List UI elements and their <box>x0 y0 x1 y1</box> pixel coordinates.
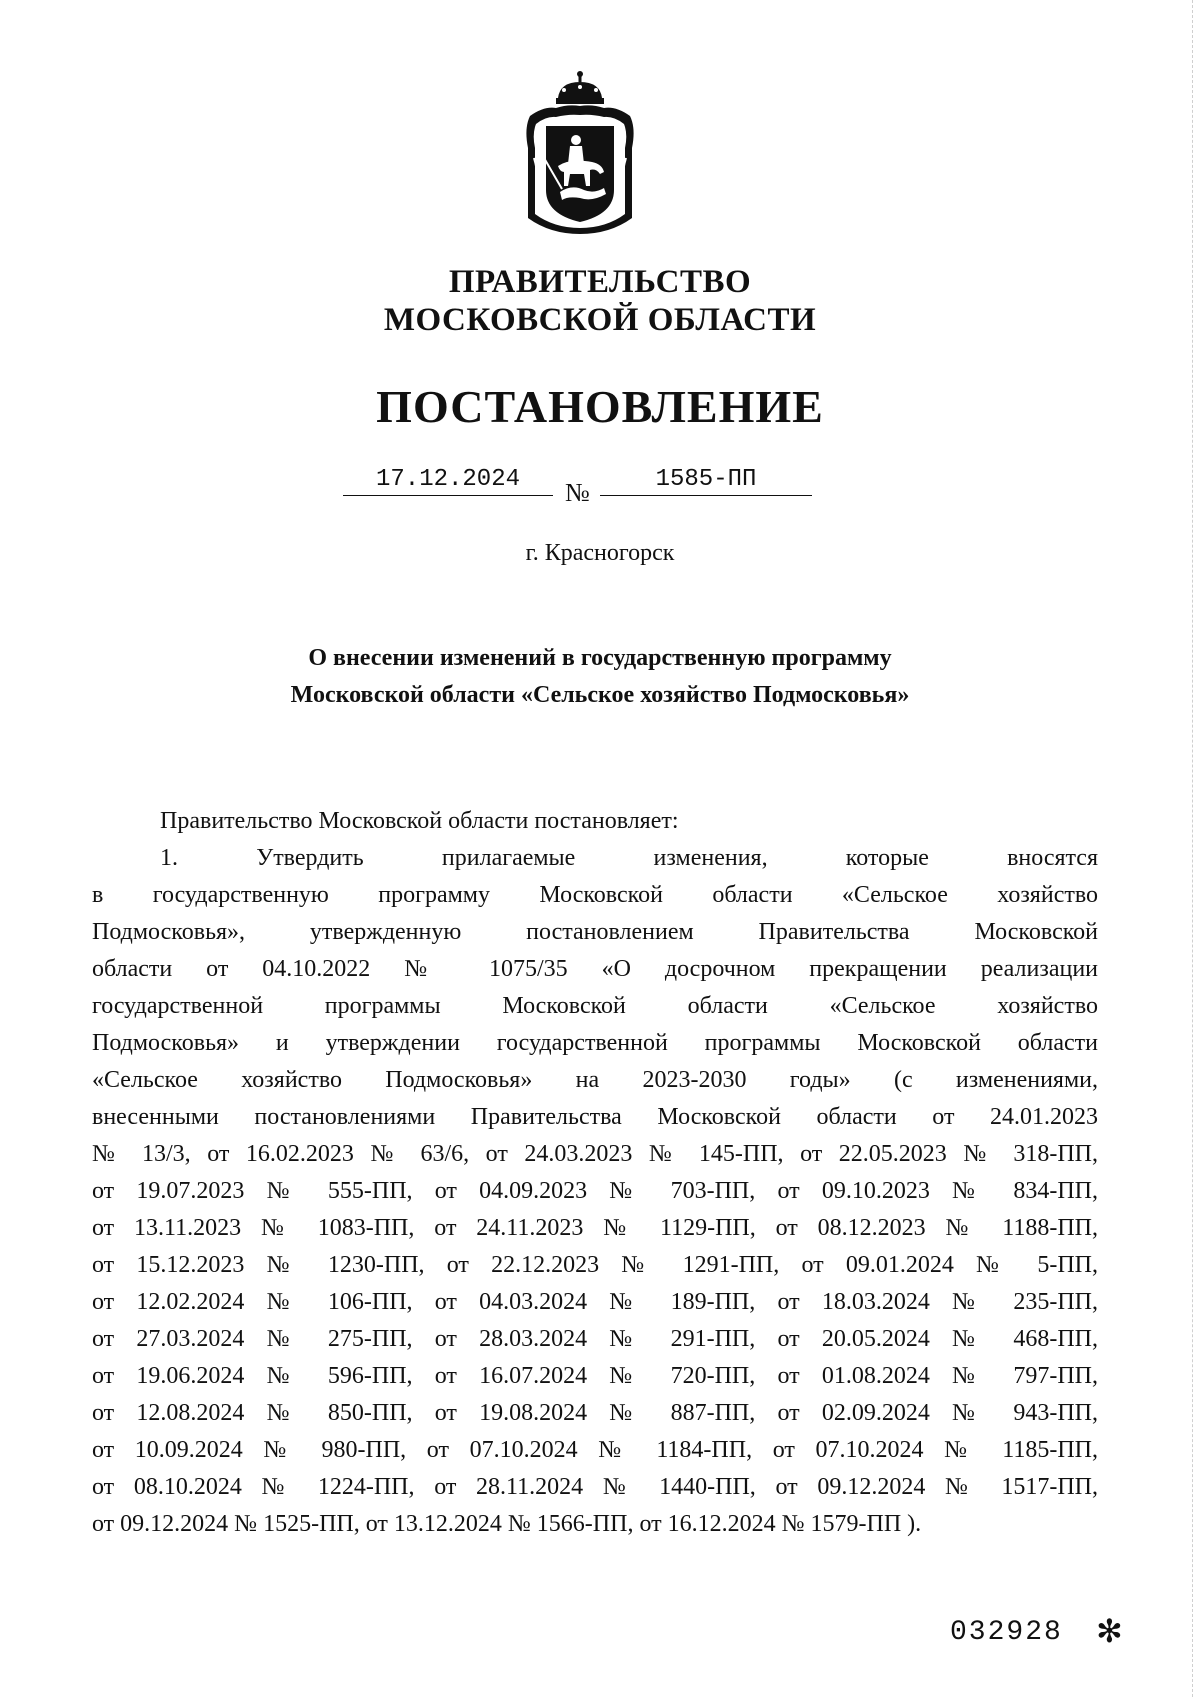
number-sign: № <box>565 478 590 507</box>
government-name-line1: ПРАВИТЕЛЬСТВО <box>448 264 752 300</box>
form-serial-number: 032928 <box>950 1617 1063 1648</box>
document-number: 1585-ПП <box>600 466 812 496</box>
body-line: от 12.02.2024 № 106-ПП, от 04.03.2024 № 189-ПП, от 18.03.2024 № 235-ПП, <box>92 1289 1098 1315</box>
body-line: от 10.09.2024 № 980-ПП, от 07.10.2024 № 1184-ПП, от 07.10.2024 № 1185-ПП, <box>92 1437 1098 1463</box>
city-of-issue: г. Красногорск <box>525 540 675 566</box>
body-line: внесенными постановлениями Правительства Московской области от 24.01.2023 <box>92 1104 1098 1130</box>
body-line: в государственную программу Московской области «Сельское хозяйство <box>92 882 1098 908</box>
body-intro: Правительство Московской области постановляет: <box>160 808 679 834</box>
document-date: 17.12.2024 <box>343 466 553 496</box>
body-line: от 12.08.2024 № 850-ПП, от 19.08.2024 № 887-ПП, от 02.09.2024 № 943-ПП, <box>92 1400 1098 1426</box>
body-line: «Сельское хозяйство Подмосковья» на 2023-2030 годы» (с изменениями, <box>92 1067 1098 1093</box>
body-line: от 19.07.2023 № 555-ПП, от 04.09.2023 № 703-ПП, от 09.10.2023 № 834-ПП, <box>92 1178 1098 1204</box>
body-line: от 08.10.2024 № 1224-ПП, от 28.11.2024 № 1440-ПП, от 09.12.2024 № 1517-ПП, <box>92 1474 1098 1500</box>
body-line: государственной программы Московской области «Сельское хозяйство <box>92 993 1098 1019</box>
document-title-line1: О внесении изменений в государственную программу <box>308 645 892 671</box>
government-name-line2: МОСКОВСКОЙ ОБЛАСТИ <box>383 302 817 338</box>
body-line: № 13/3, от 16.02.2023 № 63/6, от 24.03.2023 № 145-ПП, от 22.05.2023 № 318-ПП, <box>92 1141 1098 1167</box>
body-line: от 27.03.2024 № 275-ПП, от 28.03.2024 № 291-ПП, от 20.05.2024 № 468-ПП, <box>92 1326 1098 1352</box>
document-title-line2: Московской области «Сельское хозяйство Подмосковья» <box>290 682 910 708</box>
body-line: Подмосковья» и утверждении государственной программы Московской области <box>92 1030 1098 1056</box>
body-line: от 15.12.2023 № 1230-ПП, от 22.12.2023 № 1291-ПП, от 09.01.2024 № 5-ПП, <box>92 1252 1098 1278</box>
coat-of-arms-emblem <box>520 68 640 236</box>
body-line: Подмосковья», утвержденную постановлением Правительства Московской <box>92 919 1098 945</box>
body-line: 1. Утвердить прилагаемые изменения, которые вносятся <box>160 845 1098 871</box>
page-edge-line <box>1192 0 1194 1697</box>
asterisk-mark-icon: ✻ <box>1096 1612 1123 1650</box>
body-line: от 19.06.2024 № 596-ПП, от 16.07.2024 № 720-ПП, от 01.08.2024 № 797-ПП, <box>92 1363 1098 1389</box>
body-line: области от 04.10.2022 № 1075/35 «О досрочном прекращении реализации <box>92 956 1098 982</box>
body-line-last: от 09.12.2024 № 1525-ПП, от 13.12.2024 № 1566-ПП, от 16.12.2024 № 1579-ПП ). <box>92 1511 922 1537</box>
document-type-heading: ПОСТАНОВЛЕНИЕ <box>376 381 824 432</box>
body-line: от 13.11.2023 № 1083-ПП, от 24.11.2023 № 1129-ПП, от 08.12.2023 № 1188-ПП, <box>92 1215 1098 1241</box>
